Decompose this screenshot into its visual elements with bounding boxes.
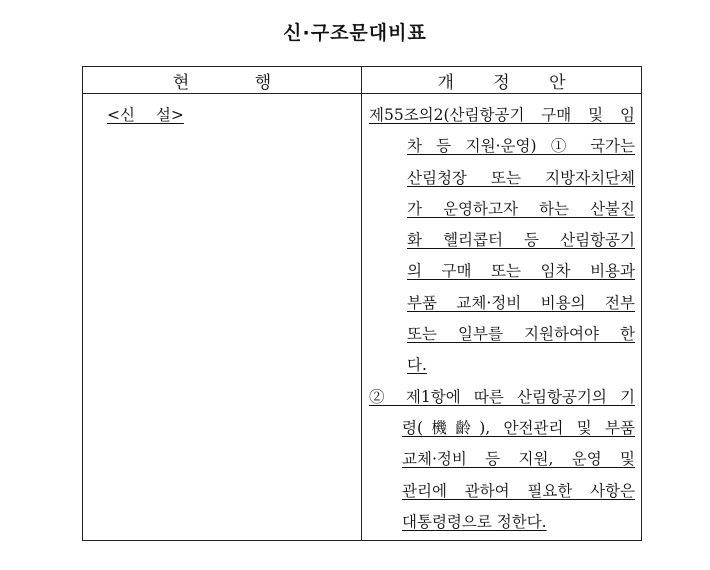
article-55-2-paragraph-1	[362, 94, 641, 382]
proposed-law-cell	[362, 94, 642, 541]
para1-line: 화 헬리콥터 등 산림항공기	[407, 231, 635, 250]
document-title: 신·구조문대비표	[283, 22, 427, 44]
para1-line: 의 구매 또는 임차 비용과	[407, 262, 635, 281]
para2-line: 령(機齡), 안전관리 및 부품	[402, 418, 635, 437]
para1-line: 가 운영하고자 하는 산불진	[407, 199, 635, 218]
article-55-2-paragraph-2	[362, 382, 641, 538]
para1-line: 부품 교체·정비 비용의 전부	[407, 293, 635, 312]
header-proposed	[362, 67, 642, 94]
para1-line: 산림청장 또는 지방자치단체	[407, 168, 635, 187]
new-provision-marker: <신 설>	[107, 106, 184, 124]
para2-line: 교체·정비 등 지원, 운영 및	[402, 450, 635, 469]
current-law-cell	[83, 94, 362, 541]
para1-line: 또는 일부를 지원하여야 한	[407, 325, 635, 344]
para1-line: 제55조의2(산림항공기 구매 및 임	[369, 106, 635, 124]
para1-line: 차 등 지원·운영) ① 국가는	[407, 137, 635, 156]
table-body-row	[83, 94, 642, 541]
header-proposed-label: 개 정 안	[437, 72, 566, 93]
header-current-label: 현 행	[172, 72, 272, 93]
para2-line: 관리에 관하여 필요한 사항은	[402, 481, 635, 500]
para1-line: 다.	[407, 356, 427, 375]
comparison-table	[82, 66, 642, 541]
table-header-row	[83, 67, 642, 94]
para2-line: ② 제1항에 따른 산림항공기의 기	[369, 387, 635, 406]
para2-line: 대통령령으로 정한다.	[402, 512, 547, 531]
header-current	[83, 67, 362, 94]
